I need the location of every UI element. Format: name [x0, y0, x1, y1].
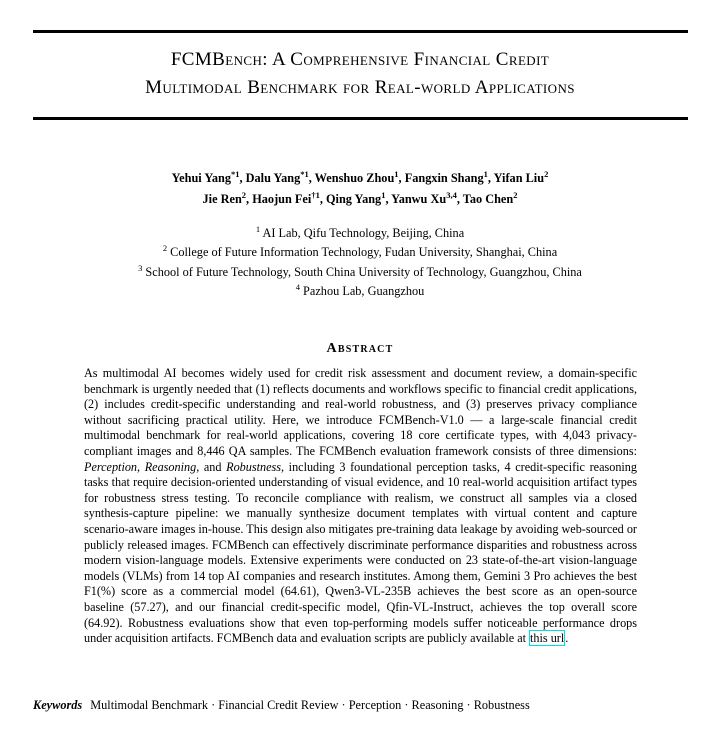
affiliation-superscript: 1 [255, 224, 261, 234]
author: Yanwu Xu$^{3,4}$, [391, 189, 463, 206]
paper-title [0, 46, 720, 102]
author: Wenshuo Zhou$^1$, [314, 169, 405, 186]
author-superscript: 1 [483, 169, 488, 179]
author: Yehui Yang$^{*1}$, [171, 169, 246, 186]
title-rule-bottom [33, 117, 688, 120]
author-line-2 [0, 187, 720, 208]
author-superscript: 1 [394, 169, 399, 179]
affiliation-3 [0, 261, 720, 280]
author-superscript: 2 [544, 169, 549, 179]
author: Dalu Yang$^{*1}$, [245, 169, 315, 186]
paper-title-line2: Multimodal Benchmark for Real-world Applications [145, 77, 575, 98]
abstract-text: As multimodal AI becomes widely used for credit risk assessment and document review, a domain-specific benchmark is urgently needed that (1) reflects documents and workflows specific to financial credit applications, (2) includes credit-specific understanding and real-world robustness, and (3) preserves privacy compliance without sacrificing practical utility. Here, we introduce FCMBench-V1.0 — a large-scale financial credit multimodal benchmark for real-world applications, covering 18 core certificate types, with 4,043 privacy-compliant images and 8,446 QA samples. The FCMBench evaluation framework consists of three dimensions: Perception, Reasoning, and Robustness, including 3 foundational perception tasks, 4 credit-specific reasoning tasks that require decision-oriented understanding of visual evidence, and 10 real-world acquisition artifact types for robustness stress testing. To reconcile compliance with realism, we construct all samples via a closed synthesis-capture pipeline: we manually synthesize document templates with virtual content and capture scenario-aware images in-house. This design also mitigates pre-training data leakage by avoiding web-sourced or publicly released images. FCMBench can effectively discriminate performance disparities and robustness across modern vision-language models. Extensive experiments were conducted on 23 state-of-the-art vision-language models (VLMs) from 14 top AI companies and research institutes. Among them, Gemini 3 Pro achieves the best F1(%) score as a commercial model (64.61), Qwen3-VL-235B achieves the best score as an open-source baseline (57.27), and our financial credit-specific model, Qfin-VL-Instruct, achieves the top overall score (64.92). Robustness evaluations show that even top-performing models suffer noticeable performance drops under acquisition artifacts. FCMBench data and evaluation scripts are publicly available at this url. [84, 366, 637, 646]
affiliation-4 [0, 280, 720, 299]
author: Qing Yang$^1$, [325, 189, 392, 206]
keywords-line [33, 698, 687, 713]
affiliation-text: College of Future Information Technology, Fudan University, Shanghai, China [167, 245, 558, 260]
author-superscript: 2 [241, 189, 247, 200]
affiliation-superscript: 4 [295, 281, 300, 292]
author-superscript: 3,4 [446, 189, 457, 200]
abstract-term-reasoning: Reasoning [144, 459, 197, 474]
keywords-label: Keywords [33, 698, 83, 712]
author-superscript: †1 [311, 189, 320, 200]
affiliation-text: AI Lab, Qifu Technology, Beijing, China [260, 226, 465, 241]
author-list [0, 166, 720, 207]
author-superscript: *1 [300, 169, 309, 179]
abstract-segment: , including 3 foundational perception tasks, 4 credit-specific reasoning tasks that require decision-oriented understanding of visual evidence, and 10 real-world acquisition artifact types for robustness stress testing. To reconcile compliance with realism, we construct all samples via a closed synthesis-capture pipeline: we manually synthesize document templates with virtual content and capture scenario-aware images in-house. This design also mitigates pre-training data leakage by avoiding web-sourced or publicly released images. FCMBench can effectively discriminate performance disparities and robustness across modern vision-language models. Extensive experiments were conducted on 23 state-of-the-art vision-language models (VLMs) from 14 top AI companies and research institutes. Among them, Gemini 3 Pro achieves the best F1(%) score as a commercial model (64.61), Qwen3-VL-235B achieves the best score as an open-source baseline (57.27), and our financial credit-specific model, Qfin-VL-Instruct, achieves the top overall score (64.92). Robustness evaluations show that even top-performing models suffer noticeable performance drops under acquisition artifacts. FCMBench data and evaluation scripts are publicly available at [84, 459, 637, 646]
paper-title-line1: FCMBench: A Comprehensive Financial Credit [170, 49, 550, 70]
author: Tao Chen$^2$ [462, 189, 518, 206]
url-link[interactable]: this url [530, 631, 565, 646]
author-superscript: 1 [381, 189, 386, 200]
abstract-segment: As multimodal AI becomes widely used for credit risk assessment and document review, a domain-specific benchmark is urgently needed that (1) reflects documents and workflows specific to financial credit applications, (2) includes credit-specific understanding and real-world robustness, and (3) preserves privacy compliance without sacrificing practical utility. Here, we introduce FCMBench-V1.0 — a large-scale financial credit multimodal benchmark for real-world applications, covering 18 core certificate types, with 4,043 privacy-compliant images and 8,446 QA samples. The FCMBench evaluation framework consists of three dimensions: [84, 366, 637, 458]
author-superscript: *1 [231, 169, 240, 179]
abstract-term-robustness: Robustness [226, 459, 281, 474]
affiliation-list [0, 222, 720, 299]
author: Fangxin Shang$^1$, [404, 169, 494, 186]
title-rule-top [33, 30, 688, 33]
author: Haojun Fei$^{\dagger 1}$, [252, 189, 326, 206]
abstract-segment: . [565, 631, 569, 646]
affiliation-text: School of Future Technology, South China University of Technology, Guangzhou, China [142, 264, 582, 279]
abstract-term-perception: Perception [84, 459, 138, 474]
affiliation-superscript: 3 [138, 262, 143, 273]
author: Jie Ren$^2$, [202, 189, 253, 206]
affiliation-text: Pazhou Lab, Guangzhou [299, 283, 425, 298]
author-superscript: 2 [513, 189, 518, 200]
author: Yifan Liu$^2$ [493, 169, 549, 186]
affiliation-2 [0, 241, 720, 260]
affiliation-superscript: 2 [162, 243, 168, 254]
abstract-heading: Abstract [326, 341, 394, 356]
keywords-text: Multimodal Benchmark · Financial Credit Review · Perception · Reasoning · Robustness [90, 698, 530, 712]
affiliation-1 [0, 222, 720, 241]
author-line-1 [0, 166, 720, 187]
